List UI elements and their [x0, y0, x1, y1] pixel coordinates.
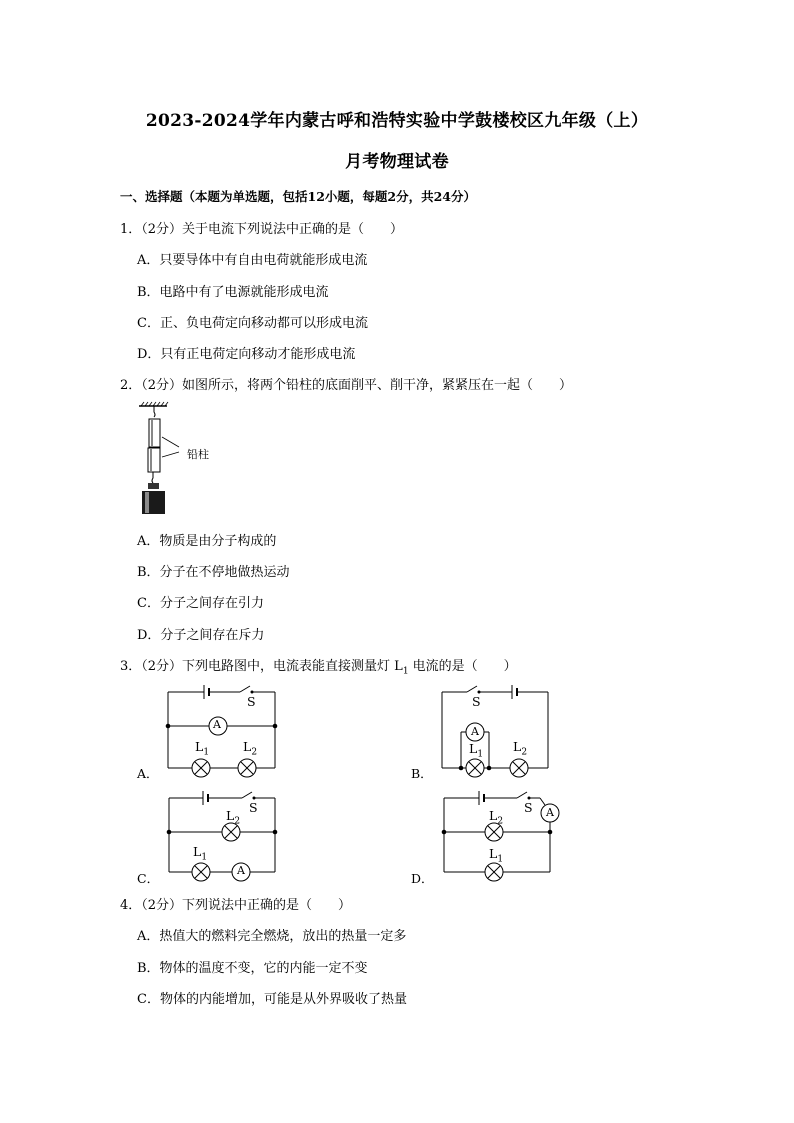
- circuit-a-lamp2-subscript: 2: [251, 747, 258, 758]
- question-1-option-c: C．正、负电荷定向移动都可以形成电流: [137, 316, 368, 331]
- question-2-option-c: C．分子之间存在引力: [137, 596, 264, 611]
- lead-cylinder-label: 铅柱: [187, 448, 209, 461]
- question-4-option-b: B．物体的温度不变，它的内能一定不变: [137, 961, 368, 976]
- circuit-b-lamp1-letter: L: [469, 741, 478, 756]
- circuit-c-lamp2-letter: L: [226, 808, 235, 823]
- exam-title-line2: 月考物理试卷: [345, 152, 449, 172]
- circuit-c-switch-label: S: [249, 800, 258, 815]
- circuit-b-diagram: [435, 684, 560, 779]
- circuit-a-lamp2-label: [243, 739, 257, 758]
- circuit-b-ammeter-label: A: [471, 725, 479, 738]
- question-2-option-b: B．分子在不停地做热运动: [137, 565, 290, 580]
- circuit-c-lamp2-subscript: 2: [234, 816, 241, 827]
- circuit-a-switch-label: S: [247, 694, 256, 709]
- circuit-d-lamp1-subscript: 1: [497, 854, 504, 865]
- circuit-c-lamp1-label: [193, 844, 207, 863]
- section-heading: 一、选择题（本题为单选题，包括12小题，每题2分，共24分）: [120, 189, 476, 204]
- question-3-stem-tail: 电流的是（ ）: [408, 659, 517, 674]
- circuit-b-lamp2-subscript: 2: [521, 747, 528, 758]
- circuit-b-option-label: B．: [411, 766, 433, 781]
- circuit-c-ammeter-label: A: [237, 864, 245, 877]
- circuit-d-lamp1-label: [489, 846, 503, 865]
- circuit-b-lamp2-label: [513, 739, 527, 758]
- circuit-d-diagram: [437, 790, 567, 885]
- question-3-stem: [120, 655, 517, 677]
- circuit-b-lamp1-label: [469, 741, 483, 760]
- circuit-d-lamp1-letter: L: [489, 846, 498, 861]
- circuit-a-lamp1-subscript: 1: [203, 747, 210, 758]
- circuit-d-option-label: D．: [411, 871, 434, 886]
- question-3-stem-subscript: 1: [402, 666, 409, 677]
- circuit-a-option-label: A．: [137, 766, 159, 781]
- circuit-c-lamp1-letter: L: [193, 844, 202, 859]
- circuit-c-option-label: C．: [137, 871, 160, 886]
- question-2-option-d: D．分子之间存在斥力: [137, 628, 265, 643]
- question-3-stem-text: 3．（2分）下列电路图中，电流表能直接测量灯 L: [120, 659, 403, 674]
- question-1-option-d: D．只有正电荷定向移动才能形成电流: [137, 347, 356, 362]
- circuit-a-lamp2-letter: L: [243, 739, 252, 754]
- circuit-c-lamp2-label: [226, 808, 240, 827]
- circuit-a-lamp1-label: [195, 739, 209, 758]
- question-1-option-b: B．电路中有了电源就能形成电流: [137, 285, 329, 300]
- circuit-a-lamp1-letter: L: [195, 739, 204, 754]
- question-1-option-a: A．只要导体中有自由电荷就能形成电流: [137, 253, 368, 268]
- circuit-d-lamp2-subscript: 2: [497, 816, 504, 827]
- circuit-b-lamp1-subscript: 1: [477, 749, 484, 760]
- question-1-stem: 1．（2分）关于电流下列说法中正确的是（ ）: [120, 222, 404, 237]
- question-4-option-a: A．热值大的燃料完全燃烧，放出的热量一定多: [137, 929, 407, 944]
- circuit-c-diagram: [162, 790, 287, 885]
- question-2-option-a: A．物质是由分子构成的: [137, 534, 277, 549]
- circuit-a-ammeter-label: A: [213, 718, 221, 731]
- exam-title-line1: 2023-2024学年内蒙古呼和浩特实验中学鼓楼校区九年级（上）: [145, 111, 649, 131]
- circuit-d-ammeter-label: A: [546, 806, 554, 819]
- circuit-d-switch-label: S: [524, 800, 533, 815]
- circuit-d-lamp2-label: [489, 808, 503, 827]
- question-2-stem: 2．（2分）如图所示，将两个铅柱的底面削平、削干净，紧紧压在一起（ ）: [120, 378, 573, 393]
- circuit-b-lamp2-letter: L: [513, 739, 522, 754]
- circuit-c-lamp1-subscript: 1: [201, 852, 208, 863]
- circuit-a-diagram: [160, 684, 285, 779]
- question-4-stem: 4．（2分）下列说法中正确的是（ ）: [120, 898, 352, 913]
- question-4-option-c: C．物体的内能增加，可能是从外界吸收了热量: [137, 992, 407, 1007]
- circuit-b-switch-label: S: [472, 694, 481, 709]
- circuit-d-lamp2-letter: L: [489, 808, 498, 823]
